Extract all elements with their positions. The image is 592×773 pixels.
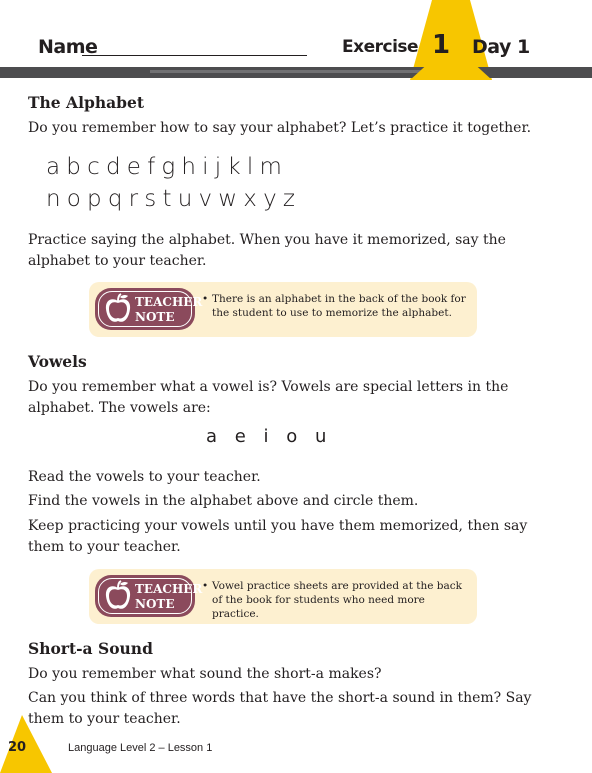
short-a-question-2: Can you think of three words that have the short-a sound in them? Say them to your teacher. [28, 690, 532, 727]
exercise-number: 1 [432, 30, 451, 60]
alphabet-row-1: abcdefghijklm [46, 154, 289, 180]
vowels-heading: Vowels [28, 352, 87, 371]
teacher-note-badge [95, 288, 203, 330]
day-label: Day 1 [472, 36, 530, 58]
vowels-intro: Do you remember what a vowel is? Vowels are special letters in the alphabet. The vowels are: [28, 379, 509, 416]
note-bullet: • [202, 293, 209, 305]
teacher-note-badge [95, 575, 203, 617]
teacher-note-label: TEACHER [135, 582, 203, 596]
short-a-heading: Short-a Sound [28, 639, 153, 658]
page-number: 20 [8, 740, 27, 755]
teacher-note-label: TEACHER [135, 295, 203, 309]
teacher-note [89, 569, 477, 624]
apple-icon [103, 580, 133, 612]
teacher-note [89, 282, 477, 337]
short-a-question-1: Do you remember what sound the short-a makes? [28, 666, 382, 682]
exercise-label: Exercise [342, 37, 419, 57]
teacher-note-label: NOTE [135, 597, 175, 611]
vowels-instruction-1: Read the vowels to your teacher. [28, 469, 261, 485]
name-label: Name [38, 36, 98, 58]
teacher-note-text: There is an alphabet in the back of the book for the student to use to memorize the alphabet. [212, 293, 466, 319]
teacher-note-text: Vowel practice sheets are provided at the back of the book for students who need more practice. [212, 580, 463, 620]
vowels-list: a e i o u [206, 426, 327, 447]
note-bullet: • [202, 580, 209, 592]
name-entry-line[interactable] [82, 55, 307, 56]
alphabet-heading: The Alphabet [28, 93, 144, 112]
teacher-note-label: NOTE [135, 310, 175, 324]
footer-lesson-text: Language Level 2 – Lesson 1 [68, 742, 213, 754]
vowels-instruction-2: Find the vowels in the alphabet above and circle them. [28, 493, 419, 509]
alphabet-intro: Do you remember how to say your alphabet? Let’s practice it together. [28, 120, 532, 136]
vowels-instruction-3: Keep practicing your vowels until you have them memorized, then say them to your teacher. [28, 518, 528, 555]
apple-icon [103, 293, 133, 325]
page-header [0, 0, 592, 90]
alphabet-row-2: nopqrstuvwxyz [46, 186, 302, 212]
alphabet-practice: Practice saying the alphabet. When you have it memorized, say the alphabet to your teacher. [28, 232, 506, 269]
